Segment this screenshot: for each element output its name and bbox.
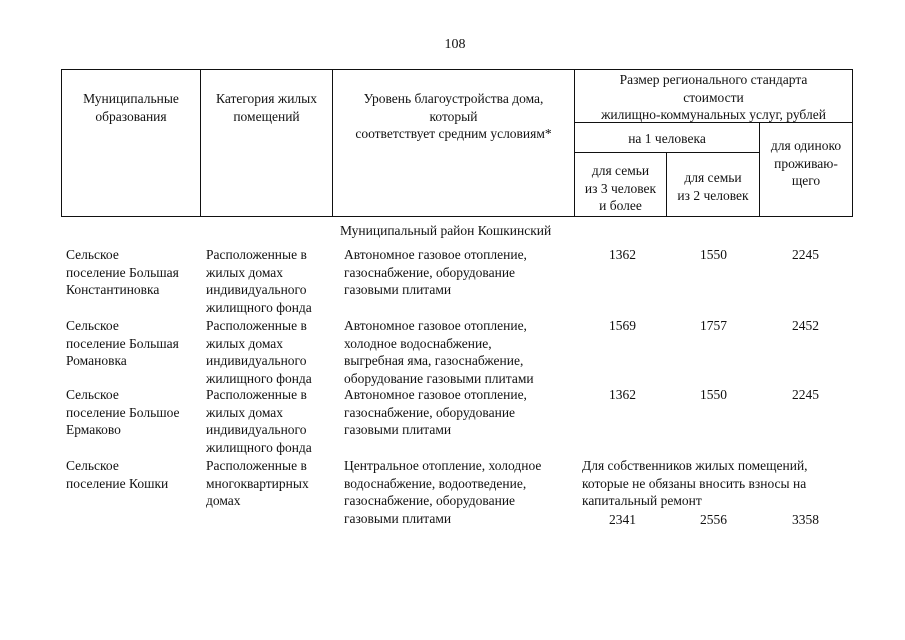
header-single: для одиноко проживаю- щего xyxy=(770,138,842,189)
family3-value: 2341 xyxy=(609,512,636,527)
municipality-cell: Сельское поселение Большая Романовка xyxy=(66,318,179,369)
header-per-person: на 1 человека xyxy=(628,131,706,146)
category-cell: Расположенные в жилых домах индивидуального жилищного фонда xyxy=(206,247,312,315)
family3-value: 1569 xyxy=(609,318,636,333)
family2-value: 1757 xyxy=(700,318,727,333)
level-cell: Автономное газовое отопление, газоснабжение, оборудование газовыми плитами xyxy=(344,247,527,298)
header-category: Категория жилых помещений xyxy=(216,91,317,124)
category-cell: Расположенные в жилых домах индивидуального жилищного фонда xyxy=(206,387,312,455)
header-family3: для семьи из 3 человек и более xyxy=(584,163,657,214)
level-cell: Автономное газовое отопление, газоснабжение, оборудование газовыми плитами xyxy=(344,387,527,438)
district-title: Муниципальный район Кошкинский xyxy=(340,223,552,238)
category-cell: Расположенные в жилых домах индивидуального жилищного фонда xyxy=(206,318,312,386)
level-cell: Центральное отопление, холодное водоснабжение, водоотведение, газоснабжение, оборудование газовыми плитами xyxy=(344,458,542,526)
single-value: 2245 xyxy=(792,387,819,402)
level-cell: Автономное газовое отопление, холодное водоснабжение, выгребная яма, газоснабжение, оборудование газовыми плитами xyxy=(344,318,534,386)
category-cell: Расположенные в многоквартирных домах xyxy=(206,458,309,509)
municipality-cell: Сельское поселение Кошки xyxy=(66,458,169,491)
municipality-cell: Сельское поселение Большая Константиновка xyxy=(66,247,179,298)
single-value: 2452 xyxy=(792,318,819,333)
family3-value: 1362 xyxy=(609,247,636,262)
municipality-cell: Сельское поселение Большое Ермаково xyxy=(66,387,180,438)
family2-value: 2556 xyxy=(700,512,727,527)
family2-value: 1550 xyxy=(700,247,727,262)
header-level: Уровень благоустройства дома, который соответствует средним условиям* xyxy=(355,91,552,142)
header-family2: для семьи из 2 человек xyxy=(677,170,749,203)
single-value: 2245 xyxy=(792,247,819,262)
family3-value: 1362 xyxy=(609,387,636,402)
family2-value: 1550 xyxy=(700,387,727,402)
header-municipalities: Муниципальные образования xyxy=(83,91,179,124)
note-cell: Для собственников жилых помещений, которые не обязаны вносить взносы на капитальный ремонт xyxy=(582,458,808,509)
page-number: 108 xyxy=(444,37,466,52)
header-standard: Размер регионального стандарта стоимости жилищно-коммунальных услуг, рублей xyxy=(601,72,826,123)
single-value: 3358 xyxy=(792,512,819,527)
